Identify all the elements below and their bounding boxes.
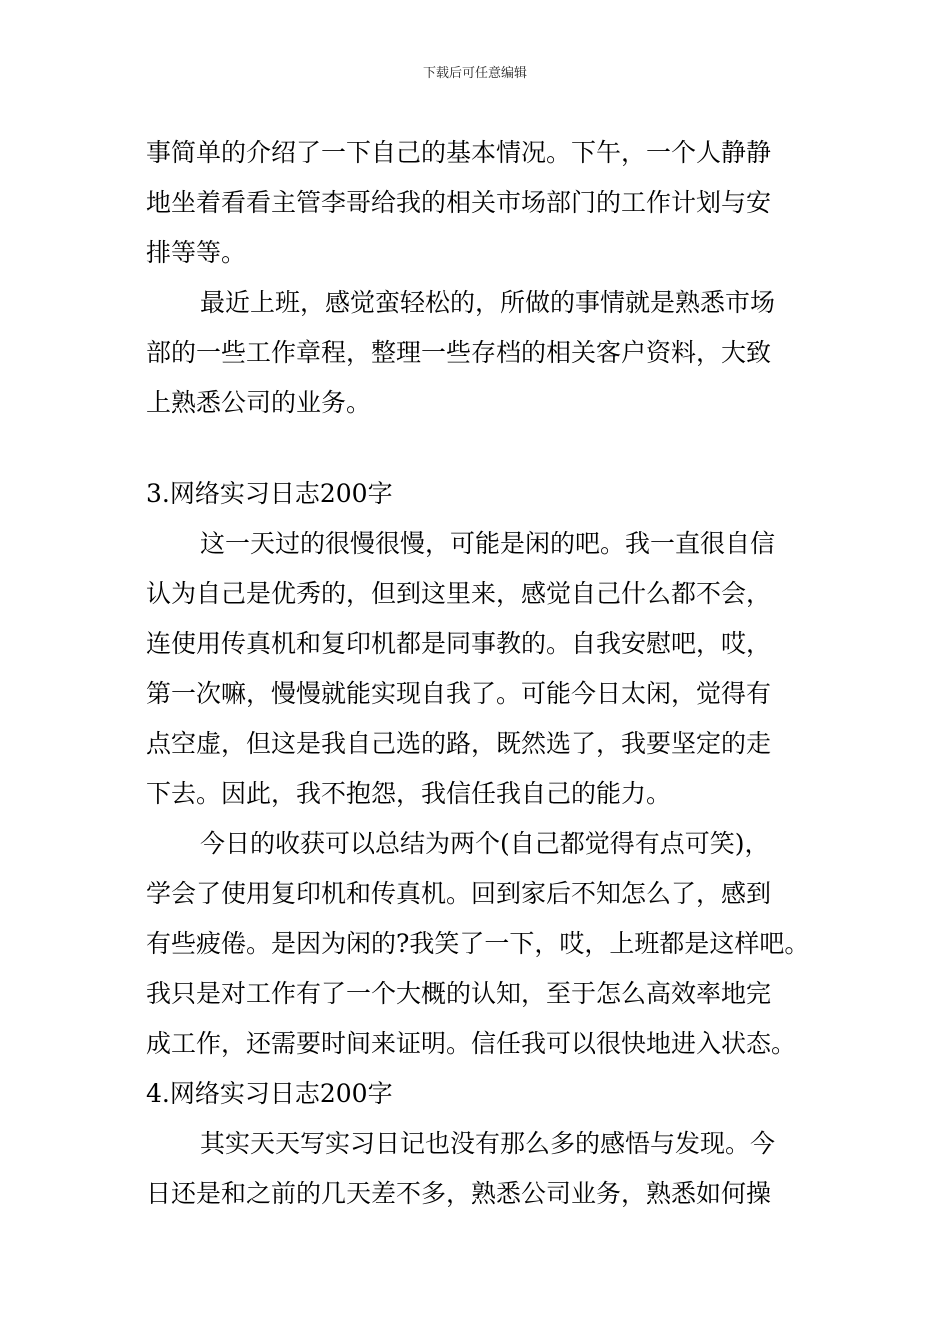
paragraph [146, 128, 818, 278]
section-heading: 4.网络实习日志200字 [146, 1079, 393, 1108]
text-line: 上熟悉公司的业务。 [146, 388, 372, 417]
text-line: 地坐着看看主管李哥给我的相关市场部门的工作计划与安 [146, 188, 772, 217]
text-line: 部的一些工作章程，整理一些存档的相关客户资料，大致 [146, 338, 772, 367]
paragraph [146, 1119, 818, 1219]
text-line: 这一天过的很慢很慢，可能是闲的吧。我一直很自信 [200, 529, 776, 558]
text-line: 有些疲倦。是因为闲的?我笑了一下，哎，上班都是这样吧。 [146, 929, 810, 958]
document-body [146, 128, 818, 1219]
section-heading: 3.网络实习日志200字 [146, 479, 393, 508]
text-line: 最近上班，感觉蛮轻松的，所做的事情就是熟悉市场 [200, 288, 776, 317]
text-line: 今日的收获可以总结为两个(自己都觉得有点可笑)， [200, 829, 770, 858]
text-line: 我只是对工作有了一个大概的认知，至于怎么高效率地完 [146, 979, 772, 1008]
section-spacer [146, 428, 818, 469]
text-line: 事简单的介绍了一下自己的基本情况。下午，一个人静静 [146, 138, 772, 167]
paragraph [146, 519, 818, 819]
text-line: 连使用传真机和复印机都是同事教的。自我安慰吧，哎， [146, 629, 772, 658]
text-line: 其实天天写实习日记也没有那么多的感悟与发现。今 [200, 1129, 776, 1158]
paragraph [146, 819, 818, 1069]
text-line: 日还是和之前的几天差不多，熟悉公司业务，熟悉如何操 [146, 1179, 772, 1208]
text-line: 成工作，还需要时间来证明。信任我可以很快地进入状态。 [146, 1029, 797, 1058]
text-line: 排等等。 [146, 238, 247, 267]
text-line: 认为自己是优秀的，但到这里来，感觉自己什么都不会， [146, 579, 772, 608]
text-line: 下去。因此，我不抱怨，我信任我自己的能力。 [146, 779, 672, 808]
paragraph [146, 278, 818, 428]
text-line: 点空虚，但这是我自己选的路，既然选了，我要坚定的走 [146, 729, 772, 758]
page-header: 下载后可任意编辑 [422, 66, 527, 81]
text-line: 第一次嘛，慢慢就能实现自我了。可能今日太闲，觉得有 [146, 679, 772, 708]
text-line: 学会了使用复印机和传真机。回到家后不知怎么了，感到 [146, 879, 772, 908]
